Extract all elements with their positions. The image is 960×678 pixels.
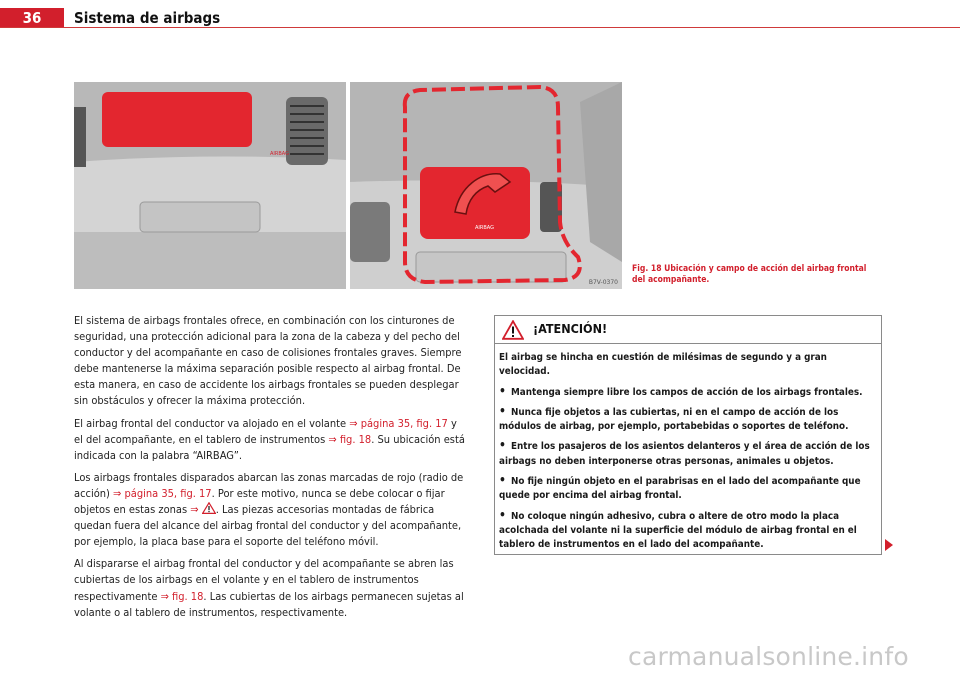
warning-bullet: • Nunca fije objetos a las cubiertas, ni en el campo de acción de los módulos de airbag, por ejemplo, portabebidas o soportes de teléfono. [499, 403, 849, 433]
airbag-label-left: AIRBAG [270, 151, 290, 157]
link-fig18[interactable]: ⇒ fig. 18 [160, 589, 204, 603]
bullet-icon: • [499, 473, 506, 488]
warning-body [495, 344, 881, 553]
warning-bullet: • Entre los pasajeros de los asientos delanteros y el área de acción de los airbags no deben interponerse otras personas, animales u objetos. [499, 438, 870, 467]
paragraph-3: Los airbags frontales disparados abarcan las zonas marcadas de rojo (radio de acción) ⇒ página 35, fig. 17. Por este motivo, nunca se debe colocar o fijar objetos en estas zonas ⇒ . Las piezas accesorias montadas de fábrica quedan fuera del alcance del airbag frontal del conductor y del acompañante, por ejemplo, la placa base para el soporte del teléfono móvil. [74, 470, 464, 549]
warning-intro: El airbag se hincha en cuestión de milésimas de segundo y a gran velocidad. [499, 352, 827, 378]
bullet-icon: • [499, 383, 506, 398]
chapter-title: Sistema de airbags [74, 9, 221, 27]
body-text [74, 313, 466, 627]
warning-triangle-icon [502, 320, 524, 340]
warning-header [495, 316, 881, 344]
bullet-icon: • [499, 438, 506, 453]
bullet-icon: • [499, 403, 506, 418]
link-fig18[interactable]: ⇒ fig. 18 [328, 432, 372, 446]
image-code: B7V-0370 [588, 279, 618, 286]
watermark: carmanualsonline.info [628, 642, 909, 671]
link-page35-fig17[interactable]: ⇒ página 35, fig. 17 [349, 416, 448, 430]
warning-title: ¡ATENCIÓN! [533, 321, 608, 336]
figure-caption: Fig. 18 Ubicación y campo de acción del airbag frontal del acompañante. [632, 264, 867, 285]
dashboard-photo-right [350, 82, 622, 289]
bullet-icon: • [499, 507, 506, 522]
warning-bullet: • Mantenga siempre libre los campos de acción de los airbags frontales. [499, 383, 863, 398]
dashboard-photo-left [74, 82, 346, 289]
paragraph-4: Al dispararse el airbag frontal del conductor y del acompañante se abren las cubiertas de los airbags en el volante y en el tablero de instrumentos respectivamente ⇒ fig. 18. Las cubiertas de los airbags permanecen sujetas al volante o al tablero de instrumentos, respectivamente. [74, 557, 464, 619]
airbag-label-right: AIRBAG [475, 225, 495, 231]
warning-bullet: • No coloque ningún adhesivo, cubra o altere de otro modo la placa acolchada del volante ni la superficie del módulo de airbag frontal en el tablero de instrumentos en el lado del acompañante. [499, 507, 857, 551]
warning-box [494, 315, 882, 555]
paragraph-2: El airbag frontal del conductor va alojado en el volante ⇒ página 35, fig. 17 y el del acompañante, en el tablero de instrumentos ⇒ fig. 18. Su ubicación está indicada con la palabra “AIRBAG”. [74, 416, 465, 462]
paragraph-1: El sistema de airbags frontales ofrece, en combinación con los cinturones de seguridad, una protección adicional para la zona de la cabeza y del pecho del conductor y del acompañante en caso de colisiones frontales graves. Siempre debe mantenerse la máxima separación posible respecto al airbag frontal. De esta manera, en caso de accidente los airbags frontales se pueden desplegar sin obstáculos y ofrecer la máxima protección. [74, 314, 462, 408]
header-rule [0, 27, 960, 28]
continue-arrow-icon[interactable] [884, 539, 894, 551]
page-number: 36 [0, 8, 64, 28]
link-page35-fig17[interactable]: ⇒ página 35, fig. 17 [113, 486, 212, 500]
warning-bullet: • No fije ningún objeto en el parabrisas en el lado del acompañante que quede por encima del airbag frontal. [499, 473, 861, 502]
link-warning[interactable]: ⇒ [190, 503, 215, 516]
warning-icon [202, 502, 216, 514]
